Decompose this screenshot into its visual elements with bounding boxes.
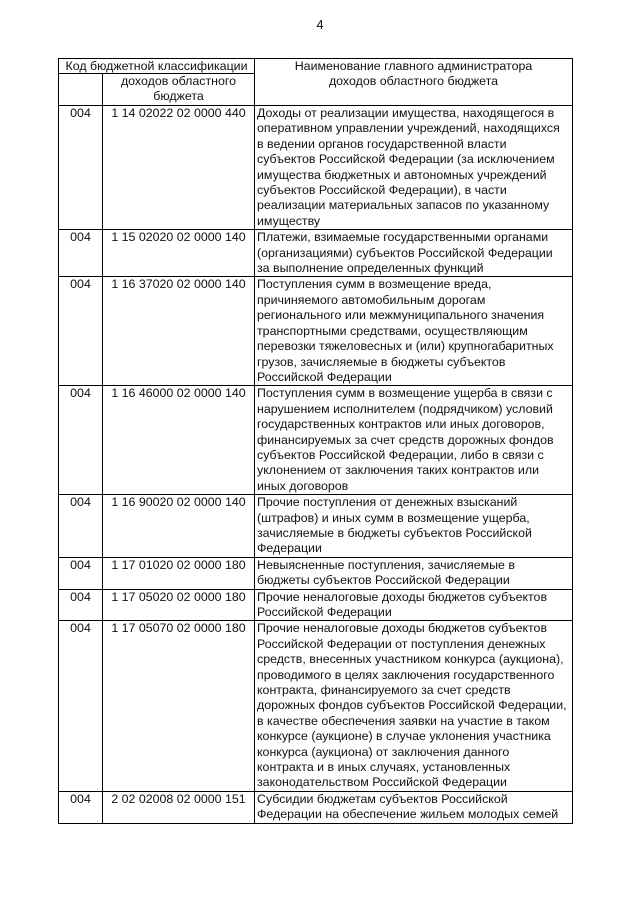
revenue-code-cell: 1 14 02022 02 0000 440 xyxy=(103,106,255,230)
admin-code-cell: 004 xyxy=(59,791,103,823)
revenue-name-line: конкурса (аукциона) от заключения данного xyxy=(257,744,510,759)
budget-classification-table xyxy=(58,58,573,824)
revenue-name-line: (организациями) субъектов Российской Федерации xyxy=(257,245,553,260)
table-row xyxy=(59,277,573,386)
revenue-name-line: Субсидии бюджетам субъектов Российской xyxy=(257,791,508,806)
revenue-name-line: Российской Федерации от поступления денежных xyxy=(257,636,546,651)
admin-code-cell: 004 xyxy=(59,621,103,791)
table-row xyxy=(59,106,573,230)
admin-code-cell: 004 xyxy=(59,106,103,230)
revenue-code-cell: 2 02 02008 02 0000 151 xyxy=(103,791,255,823)
revenue-name-line: зачисляемые в бюджеты субъектов Российской xyxy=(257,525,532,540)
header-sub-line: бюджета xyxy=(153,89,204,104)
admin-code-cell: 004 xyxy=(59,277,103,386)
revenue-name-line: нарушением исполнителем (подрядчиком) условий xyxy=(257,401,553,416)
revenue-name-line: Поступления сумм в возмещение ущерба в связи с xyxy=(257,386,553,401)
revenue-name-line: законодательством Российской Федерации xyxy=(257,775,507,790)
admin-code-cell: 004 xyxy=(59,230,103,277)
admin-code-cell: 004 xyxy=(59,386,103,495)
revenue-name-line: бюджеты субъектов Российской Федерации xyxy=(257,573,510,588)
revenue-name-line: контракта и в иных случаях, установленных xyxy=(257,760,511,775)
revenue-name-cell xyxy=(255,230,573,277)
revenue-name-line: Поступления сумм в возмещение вреда, xyxy=(257,277,492,292)
revenue-name-line: Российской Федерации xyxy=(257,605,392,619)
table-row xyxy=(59,589,573,621)
revenue-code-cell: 1 17 05020 02 0000 180 xyxy=(103,589,255,621)
revenue-name-line: финансируемых за счет средств дорожных фондов xyxy=(257,432,554,447)
header-admin-code-cell xyxy=(59,74,103,106)
revenue-name-line: за выполнение определенных функций xyxy=(257,261,484,276)
table-row xyxy=(59,791,573,823)
revenue-name-line: причиняемого автомобильным дорогам xyxy=(257,292,486,307)
revenue-code-cell: 1 16 46000 02 0000 140 xyxy=(103,386,255,495)
revenue-code-cell: 1 15 02020 02 0000 140 xyxy=(103,230,255,277)
admin-code-cell: 004 xyxy=(59,557,103,589)
revenue-name-line: средств, внесенных участником конкурса (аукциона), xyxy=(257,652,564,667)
revenue-name-cell xyxy=(255,621,573,791)
revenue-name-cell xyxy=(255,277,573,386)
revenue-name-line: субъектов Российской Федерации (за исключением xyxy=(257,152,555,167)
revenue-name-line: субъектов Российской Федерации), в части xyxy=(257,183,507,198)
revenue-code-cell: 1 16 37020 02 0000 140 xyxy=(103,277,255,386)
page-number: 4 xyxy=(316,17,324,32)
revenue-name-line: Прочие неналоговые доходы бюджетов субъектов xyxy=(257,621,548,636)
header-name-line: Наименование главного администратора xyxy=(294,59,533,73)
revenue-name-line: проводимого в целях заключения государственного xyxy=(257,667,555,682)
revenue-name-cell xyxy=(255,791,573,823)
revenue-name-line: реализации материальных запасов по указанному xyxy=(257,198,550,213)
revenue-code-cell: 1 17 01020 02 0000 180 xyxy=(103,557,255,589)
table-row xyxy=(59,557,573,589)
table-row xyxy=(59,230,573,277)
table-body xyxy=(59,106,573,824)
revenue-name-line: Платежи, взимаемые государственными органами xyxy=(257,230,549,245)
revenue-name-cell xyxy=(255,495,573,558)
revenue-name-line: имуществу xyxy=(257,213,321,228)
revenue-name-line: регионального или межмуниципального значения xyxy=(257,308,545,323)
table-header xyxy=(59,59,573,106)
revenue-name-cell xyxy=(255,106,573,230)
admin-code-cell: 004 xyxy=(59,589,103,621)
revenue-name-line: Российской Федерации xyxy=(257,369,392,384)
header-name-line: доходов областного бюджета xyxy=(328,74,499,89)
revenue-name-line: Федерации xyxy=(257,541,322,556)
revenue-name-line: конкурсе (аукционе) в случае уклонения участника xyxy=(257,729,551,744)
revenue-name-cell xyxy=(255,386,573,495)
revenue-name-line: дорожных фондов субъектов Российской Федерации, xyxy=(257,698,567,713)
revenue-name-line: грузов, зачисляемые в бюджеты субъектов xyxy=(257,354,506,369)
revenue-code-cell: 1 17 05070 02 0000 180 xyxy=(103,621,255,791)
revenue-name-line: имущества бюджетных и автономных учреждений xyxy=(257,167,547,182)
revenue-code-cell: 1 16 90020 02 0000 140 xyxy=(103,495,255,558)
admin-code-cell: 004 xyxy=(59,495,103,558)
revenue-name-cell xyxy=(255,589,573,621)
header-sub-line: доходов областного xyxy=(120,74,237,88)
header-administrator-name xyxy=(255,59,573,106)
revenue-name-cell xyxy=(255,557,573,589)
header-code-group: Код бюджетной классификации xyxy=(59,59,255,74)
revenue-name-line: перевозки тяжеловесных и (или) крупногабаритных xyxy=(257,339,554,354)
revenue-name-line: в качестве обеспечения заявки на участие в таком xyxy=(257,713,550,728)
revenue-name-line: Прочие поступления от денежных взысканий xyxy=(257,495,518,510)
revenue-name-line: контракта, финансируемого за счет средств xyxy=(257,683,511,698)
revenue-name-line: оперативном управлении учреждений, находящихся xyxy=(257,121,560,136)
table-row xyxy=(59,621,573,791)
revenue-name-line: государственных контрактов или иных договоров, xyxy=(257,417,545,432)
revenue-name-line: транспортными средствами, осуществляющим xyxy=(257,323,528,338)
revenue-name-line: Федерации на обеспечение жильем молодых семей xyxy=(257,807,559,822)
revenue-name-line: Невыясненные поступления, зачисляемые в xyxy=(257,557,515,572)
revenue-name-line: уклонением от заключения таких контрактов или xyxy=(257,463,539,478)
revenue-name-line: субъектов Российской Федерации, либо в связи с xyxy=(257,447,544,462)
revenue-name-line: в ведении органов государственной власти xyxy=(257,136,507,151)
header-revenue-code xyxy=(103,74,255,106)
revenue-name-line: Прочие неналоговые доходы бюджетов субъектов xyxy=(257,589,548,604)
revenue-name-line: Доходы от реализации имущества, находящегося в xyxy=(257,106,555,120)
revenue-name-line: иных договоров xyxy=(257,478,349,493)
table-row xyxy=(59,495,573,558)
table-row xyxy=(59,386,573,495)
revenue-name-line: (штрафов) и иных сумм в возмещение ущерба, xyxy=(257,510,530,525)
